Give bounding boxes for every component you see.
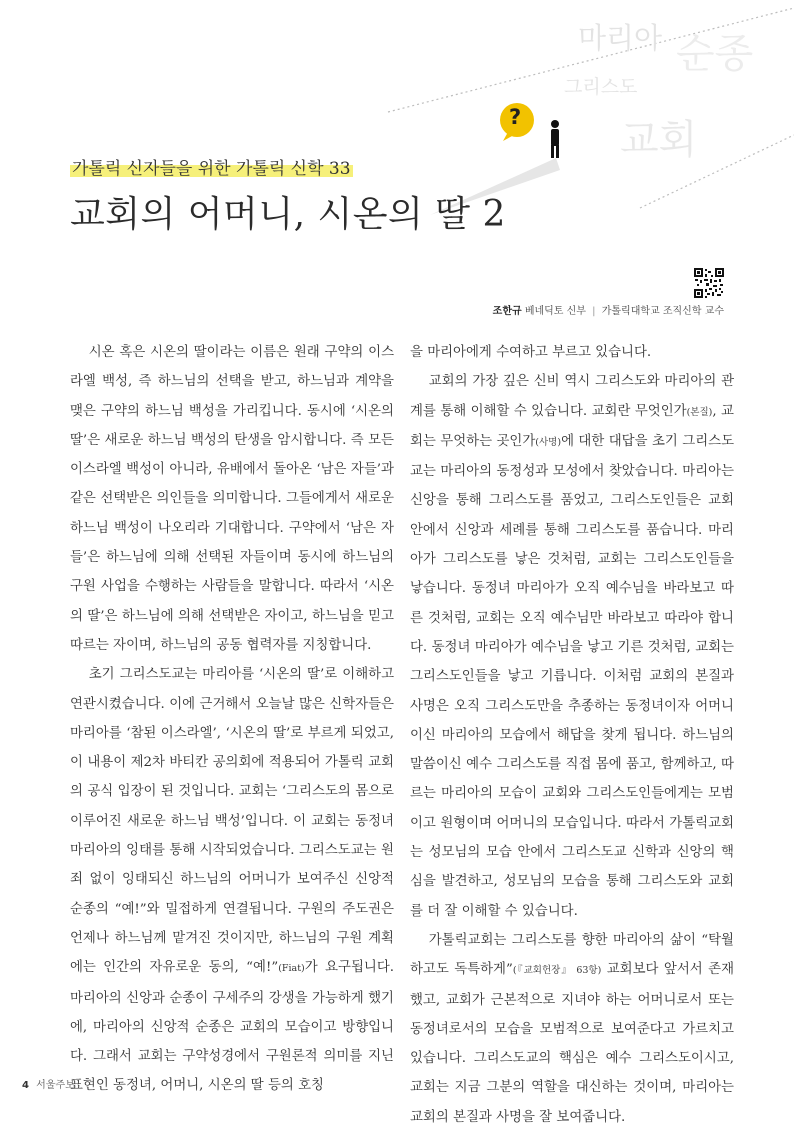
- publication-name: 서울주보: [36, 1080, 75, 1091]
- paragraph-continued: 을 마리아에게 수여하고 부르고 있습니다.: [410, 345, 652, 360]
- decor-word-obedience: 순종: [676, 31, 754, 77]
- qr-code-icon[interactable]: [694, 268, 724, 298]
- paragraph: 시온 혹은 시온의 딸이라는 이름은 원래 구약의 이스라엘 백성, 즉 하느님의 선택을 받고, 하느님과 계약을 맺은 구약의 하느님 백성을 가리킵니다. 동시에 ‘시온의 딸’은 새로운 하느님 백성의 탄생을 암시합니다. 즉 모든 이스라엘 백성이 아니라, 유배에서 돌아온 ‘남은 자들’과 같은 선택받은 의인들을 의미합니다. 그들에게서 새로운 하느님 백성이 나오리라 기대합니다. 구약에서 ‘남은 자들’은 하느님에 의해 선택된 자들이며 동시에 하느님의 구원 사업을 수행하는 사람들을 말합니다. 따라서 ‘시온의 딸’은 하느님에 의해 선택받은 자이고, 하느님을 믿고 따르는 자이며, 하느님의 공동 협력자를 지칭합니다.: [70, 345, 394, 653]
- series-label: 가톨릭 신자들을 위한 가톨릭 신학 33: [70, 154, 353, 179]
- byline-separator: |: [592, 306, 596, 317]
- author-byline: [493, 302, 724, 317]
- inline-note: (『교회헌장』 63항): [512, 965, 602, 977]
- decor-word-christ: 그리스도: [564, 76, 638, 98]
- decor-word-maria: 마리아: [578, 21, 663, 55]
- author-affiliation: 가톨릭대학교 조직신학 교수: [601, 306, 724, 317]
- question-mark: ?: [509, 105, 522, 129]
- paragraph: 교회의 가장 깊은 신비 역시 그리스도와 마리아의 관계를 통해 이해할 수 있습니다. 교회란 무엇인가(본질), 교회는 무엇하는 곳인가(사명)에 대한 대답을 초기 그리스도교는 마리아의 동정성과 모성에서 찾았습니다. 마리아는 신앙을 통해 그리스도를 품었고, 그리스도인들은 교회 안에서 신앙과 세례를 통해 그리스도를 품습니다. 마리아가 그리스도를 낳은 것처럼, 교회는 그리스도인들을 낳습니다. 동정녀 마리아가 오직 예수님을 바라보고 따른 것처럼, 교회는 오직 예수님만 바라보고 따라야 합니다. 동정녀 마리아가 예수님을 낳고 기른 것처럼, 교회는 그리스도인들을 낳고 기릅니다. 이처럼 교회의 본질과 사명은 오직 그리스도만을 추종하는 동정녀이자 어머니이신 마리아의 모습에서 해답을 찾게 됩니다. 하느님의 말씀이신 예수 그리스도를 직접 몸에 품고, 함께하고, 따르는 마리아의 모습이 교회와 그리스도인들에게는 모범이고 원형이며 어머니의 모습입니다. 따라서 가톨릭교회는 성모님의 모습 안에서 그리스도교 신학과 신앙의 핵심을 발견하고, 성모님의 모습을 통해 그리스도와 교회를 더 잘 이해할 수 있습니다.: [410, 374, 734, 919]
- page-number: 4: [22, 1080, 29, 1091]
- author-detail: 베네딕토 신부: [524, 306, 586, 317]
- decor-word-church: 교회: [620, 117, 698, 163]
- body-column-left: [70, 338, 394, 1101]
- article-title: 교회의 어머니, 시온의 딸 2: [70, 194, 506, 235]
- paragraph: 초기 그리스도교는 마리아를 ‘시온의 딸’로 이해하고 연관시켰습니다. 이에 근거해서 오늘날 많은 신학자들은 마리아를 ‘참된 이스라엘’, ‘시온의 딸’로 부르게 되었고, 이 내용이 제2차 바티칸 공의회에 적용되어 가톨릭 교회의 공식 입장이 된 것입니다. 교회는 ‘그리스도의 몸으로 이루어진 새로운 하느님 백성’입니다. 이 교회는 동정녀 마리아의 잉태를 통해 시작되었습니다. 그리스도교는 원죄 없이 잉태되신 하느님의 어머니가 보여주신 신앙적 순종의 “예!”와 밀접하게 연결됩니다. 구원의 주도권은 언제나 하느님께 맡겨진 것이지만, 하느님의 구원 계획에는 인간의 자유로운 동의, “예!”(Fiat)가 요구됩니다. 마리아의 신앙과 순종이 구세주의 강생을 가능하게 했기에, 마리아의 신앙적 순종은 교회의 모습이고 방향입니다. 그래서 교회는 구약성경에서 구원론적 의미를 지닌 표현인 동정녀, 어머니, 시온의 딸 등의 호칭: [70, 667, 395, 1094]
- author-name: 조한규: [492, 306, 522, 317]
- inline-note: (사명): [535, 436, 562, 448]
- body-column-right: [410, 338, 734, 1132]
- page-footer: [22, 1076, 75, 1091]
- inline-note: (Fiat): [278, 963, 305, 975]
- inline-note: (본질): [686, 406, 713, 418]
- paragraph: 가톨릭교회는 그리스도를 향한 마리아의 삶이 “탁월하고도 독특하게”(『교회헌장』 63항) 교회보다 앞서서 존재했고, 교회가 근본적으로 지녀야 하는 어머니로서 또는 동정녀로서의 모습을 모범적으로 보여준다고 가르치고 있습니다. 그리스도교의 핵심은 예수 그리스도이시고, 교회는 지금 그분의 역할을 대신하는 것이며, 마리아는 교회의 본질과 사명을 잘 보여줍니다.: [410, 932, 735, 1125]
- standing-person-icon: [551, 120, 559, 158]
